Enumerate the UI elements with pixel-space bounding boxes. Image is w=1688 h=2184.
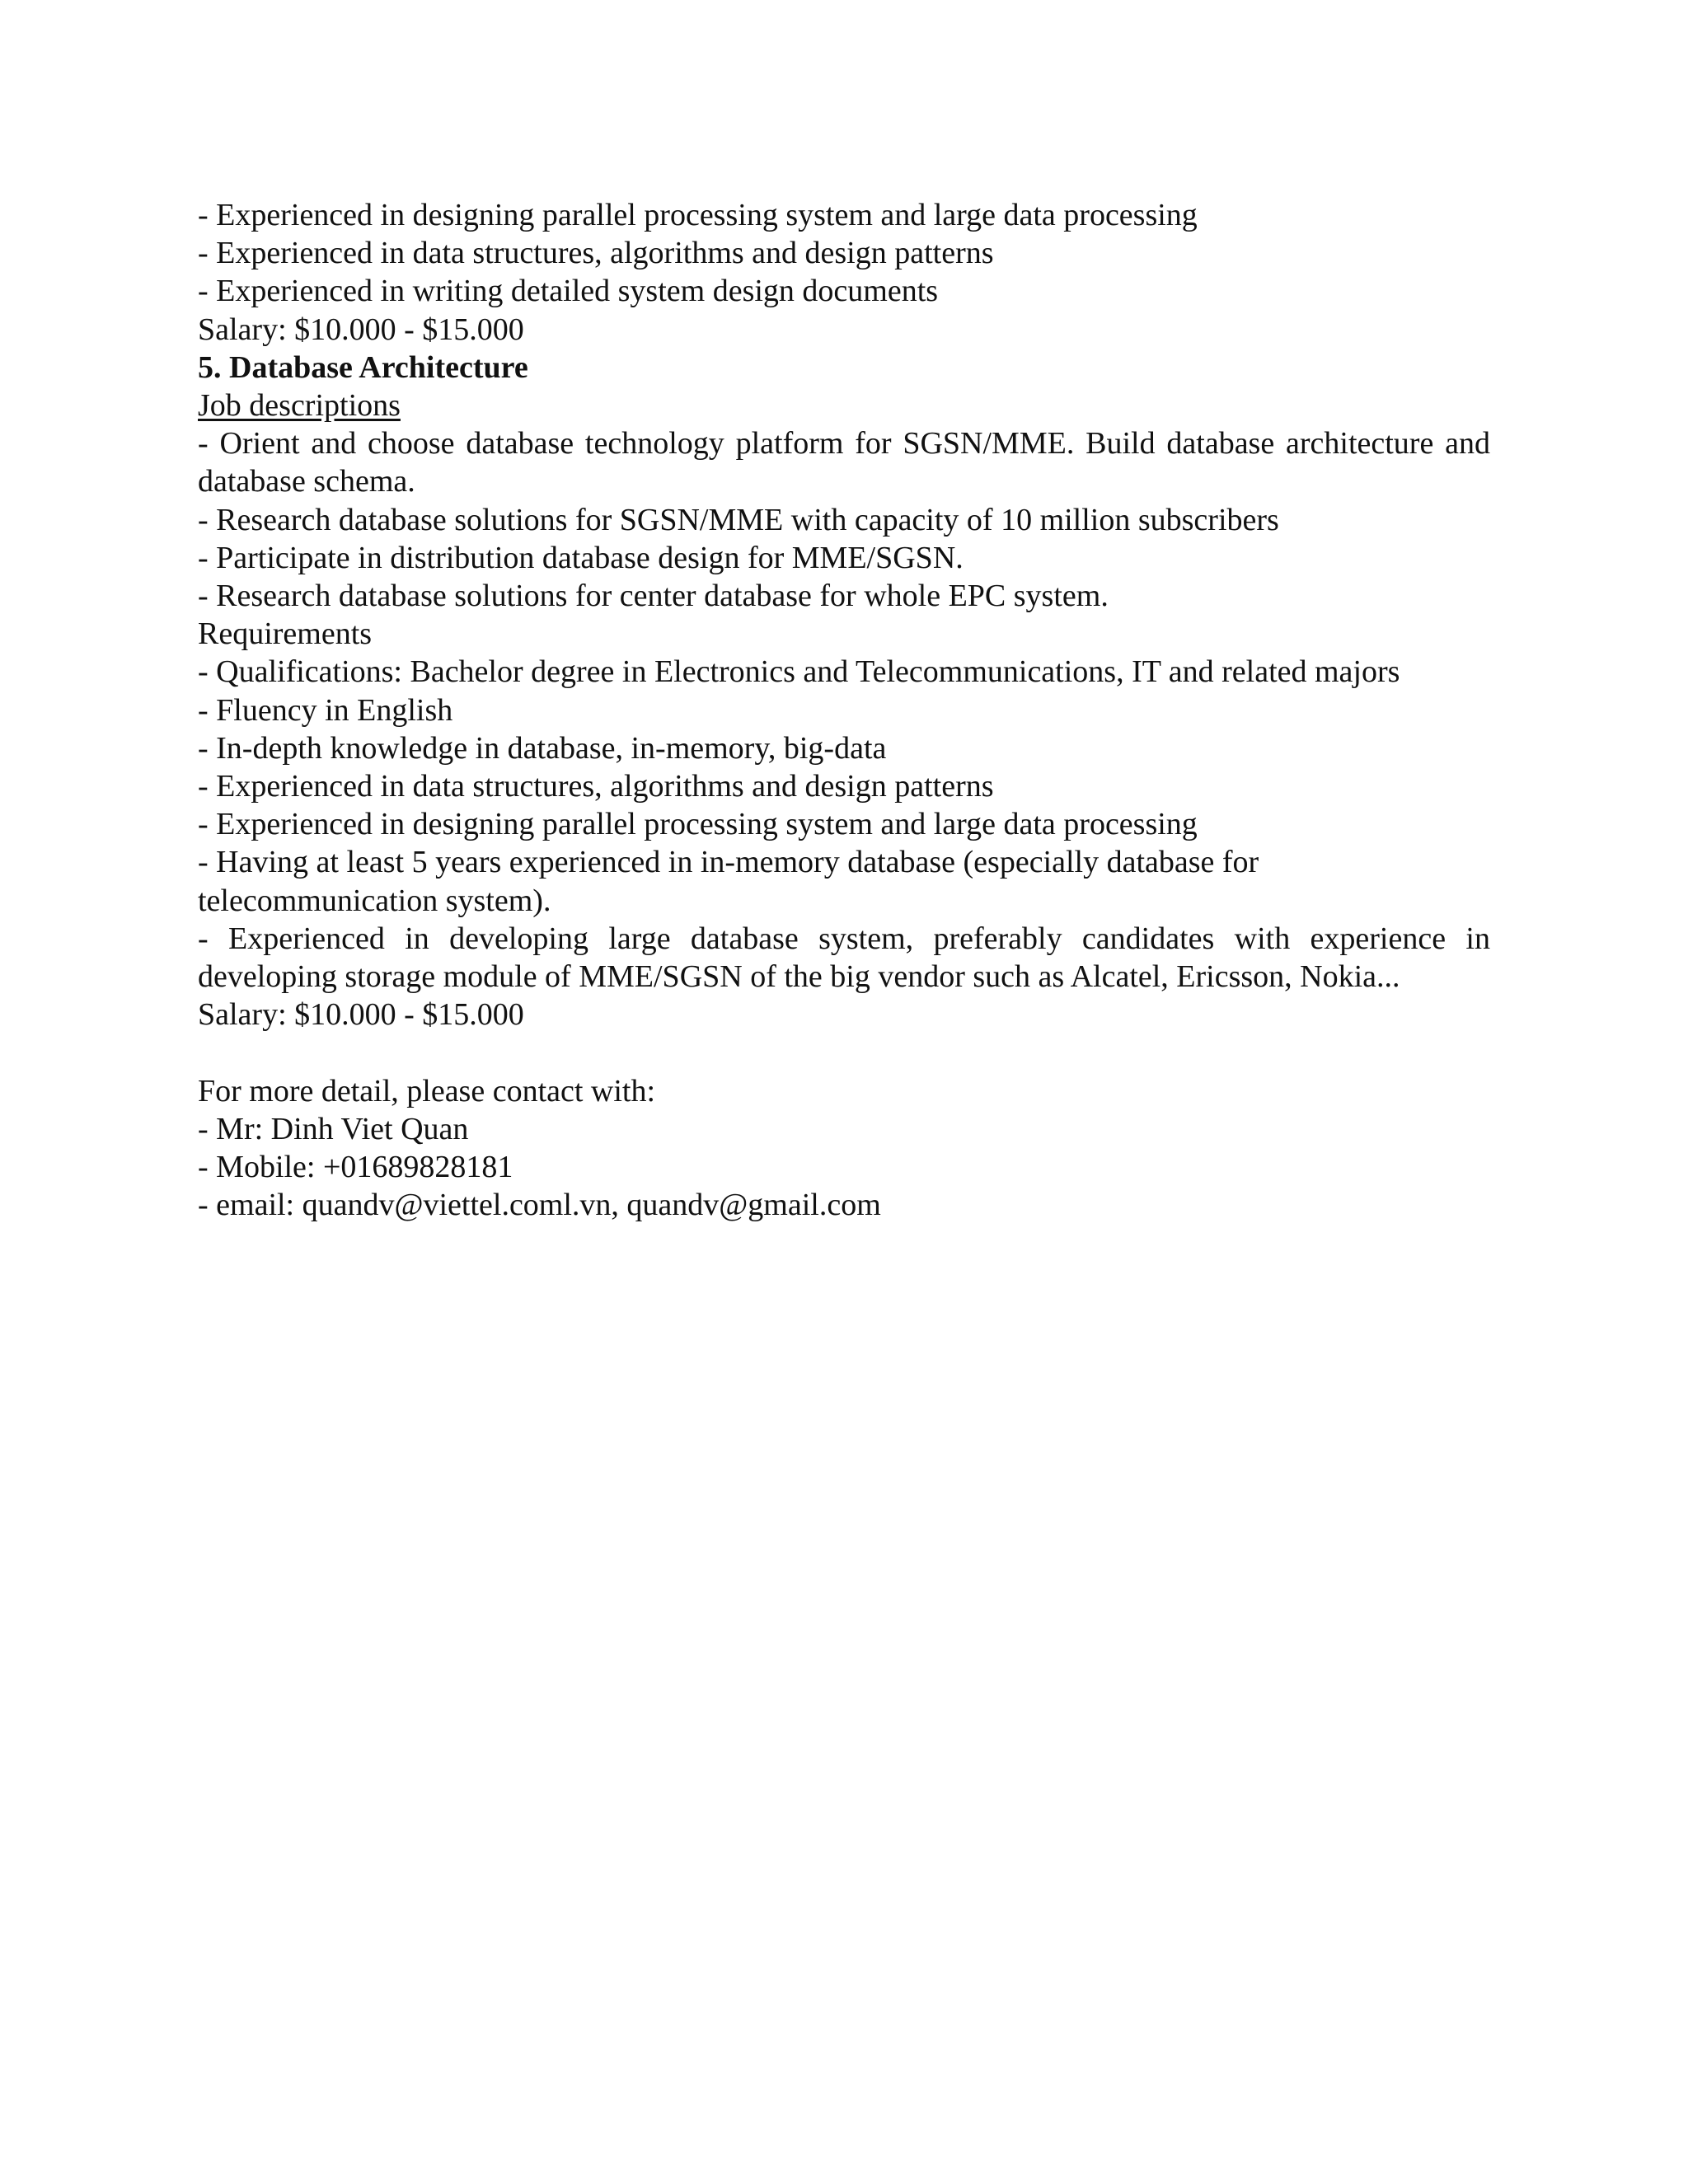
salary-line: Salary: $10.000 - $15.000	[198, 997, 524, 1033]
requirement-item: - In-depth knowledge in database, in-memory, big-data	[198, 730, 887, 766]
blank-line	[198, 1033, 1490, 1071]
job-description-item: - Participate in distribution database design for MME/SGSN.	[198, 540, 964, 575]
job-description-item: - Research database solutions for center database for whole EPC system.	[198, 579, 1109, 614]
requirement-item: - Experienced in data structures, algorithms and design patterns	[198, 769, 994, 804]
contact-name: - Mr: Dinh Viet Quan	[198, 1111, 469, 1146]
job-description-item: - Orient and choose database technology platform for SGSN/MME. Build database architecture and database schema.	[198, 426, 1498, 499]
requirements-heading: Requirements	[198, 616, 373, 652]
contact-email: - email: quandv@viettel.coml.vn, quandv@gmail.com	[198, 1188, 881, 1223]
requirement-item: - Experienced in designing parallel processing system and large data processing	[198, 198, 1198, 232]
contact-mobile: - Mobile: +01689828181	[198, 1150, 513, 1185]
contact-intro: For more detail, please contact with:	[198, 1073, 656, 1108]
job-descriptions-heading: Job descriptions	[198, 388, 401, 424]
job-description-item: - Research database solutions for SGSN/MME with capacity of 10 million subscribers	[198, 502, 1279, 537]
requirement-item: - Having at least 5 years experienced in in-memory database (especially database for telecommunication system).	[198, 845, 1267, 918]
requirement-item: - Qualifications: Bachelor degree in Electronics and Telecommunications, IT and related majors	[198, 654, 1400, 690]
requirement-item: - Experienced in developing large database system, preferably candidates with experience in developing storage module of MME/SGSN of the big vendor such as Alcatel, Ericsson, Nokia...	[198, 921, 1498, 995]
section-title: 5. Database Architecture	[198, 349, 528, 385]
salary-line: Salary: $10.000 - $15.000	[198, 312, 524, 347]
requirement-item: - Experienced in designing parallel processing system and large data processing	[198, 807, 1198, 842]
requirement-item: - Experienced in writing detailed system design documents	[198, 274, 939, 309]
requirement-item: - Experienced in data structures, algorithms and design patterns	[198, 236, 994, 271]
document-body	[198, 196, 1498, 1224]
requirement-item: - Fluency in English	[198, 692, 453, 728]
